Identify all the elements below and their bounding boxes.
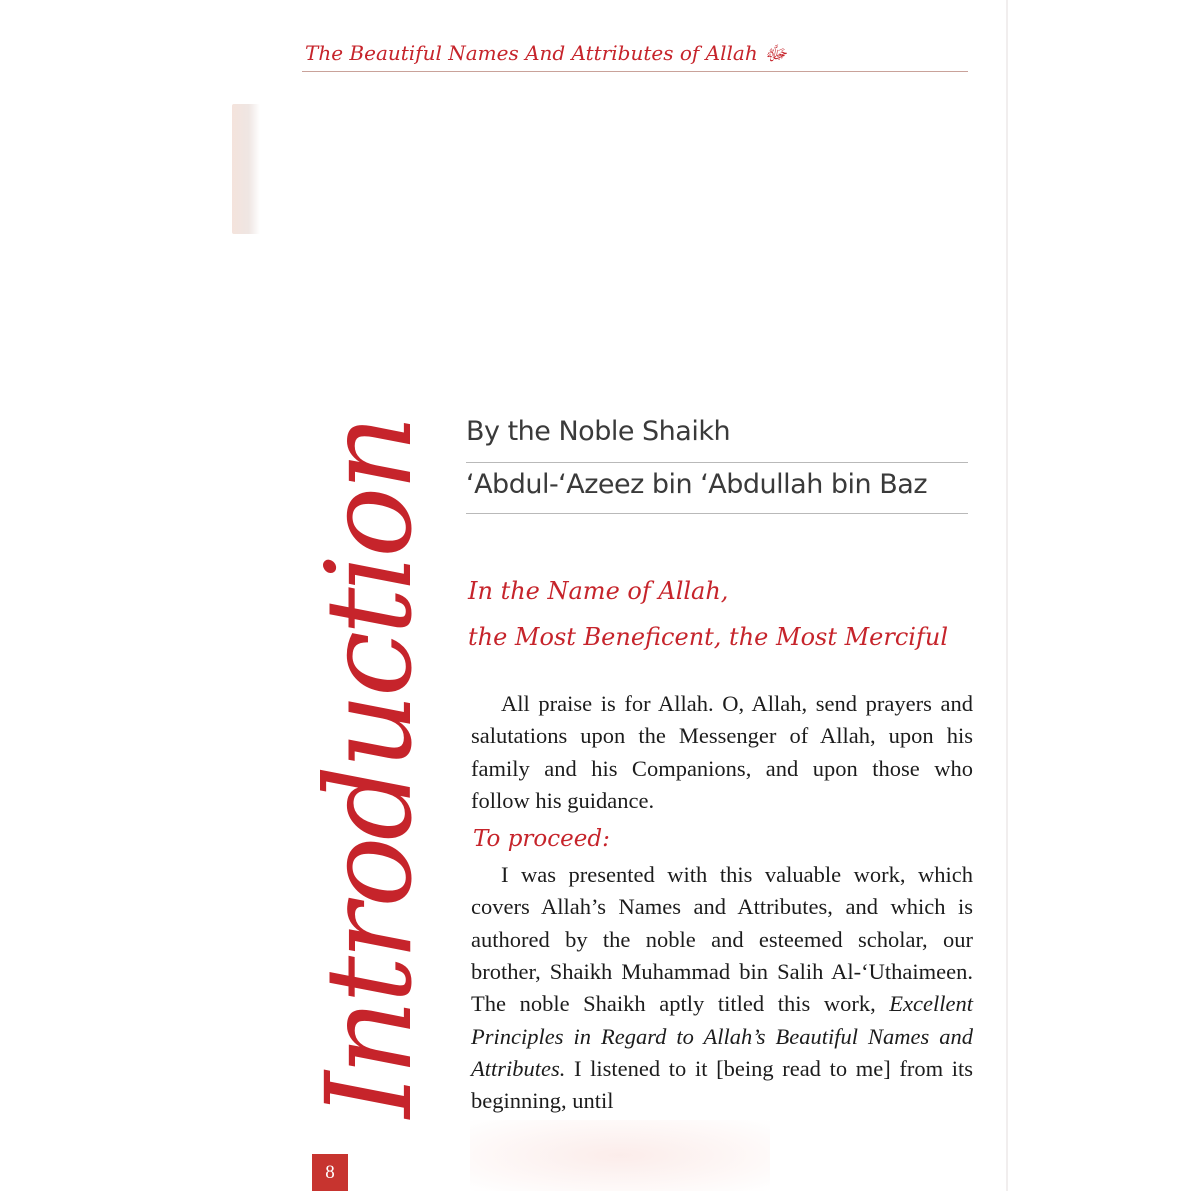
- byline-label: By the Noble Shaikh: [466, 416, 731, 447]
- running-header: [305, 41, 787, 70]
- basmala-line-1: In the Name of Allah,: [468, 577, 729, 605]
- author-underline: [466, 513, 968, 514]
- basmala-line-2: the Most Beneficent, the Most Merciful: [468, 623, 948, 651]
- footer-watercolor-wash: [470, 1120, 770, 1191]
- page-edge-ornament: [232, 104, 260, 234]
- book-title-reference: Excellent Principles in Regard to Allah’s Beautiful Names and Attributes.: [471, 991, 973, 1081]
- running-header-text: The Beautiful Names And Attributes of Allah: [305, 41, 758, 65]
- header-divider: [302, 71, 968, 72]
- paragraph-presentation-end: I listened to it [being read to me] from its beginning, until: [471, 1055, 973, 1114]
- author-name: ‘Abdul-‘Azeez bin ‘Abdullah bin Baz: [466, 469, 927, 500]
- basmala: [468, 568, 968, 660]
- body-text: [471, 688, 973, 1118]
- byline-divider: [466, 462, 968, 463]
- honorific-glyph: ﷻ: [764, 41, 787, 65]
- section-title-vertical: Introduction: [300, 418, 438, 1118]
- byline: [466, 412, 968, 514]
- paragraph-presentation-start: I was presented with this valuable work, which covers Allah’s Names and Attributes, and which is authored by the noble and esteemed scholar, our brother, Shaikh Muhammad bin Salih Al-‘Uthaimeen. The noble Shaikh aptly titled this work,: [471, 862, 973, 1017]
- to-proceed-heading: To proceed:: [473, 826, 610, 853]
- paragraph-praise: All praise is for Allah. O, Allah, send prayers and salutations upon the Messenger of Allah, upon his family and his Companions, and upon those who follow his guidance.: [471, 691, 973, 813]
- page-number: 8: [312, 1154, 348, 1191]
- paragraph-presentation: [471, 859, 973, 1117]
